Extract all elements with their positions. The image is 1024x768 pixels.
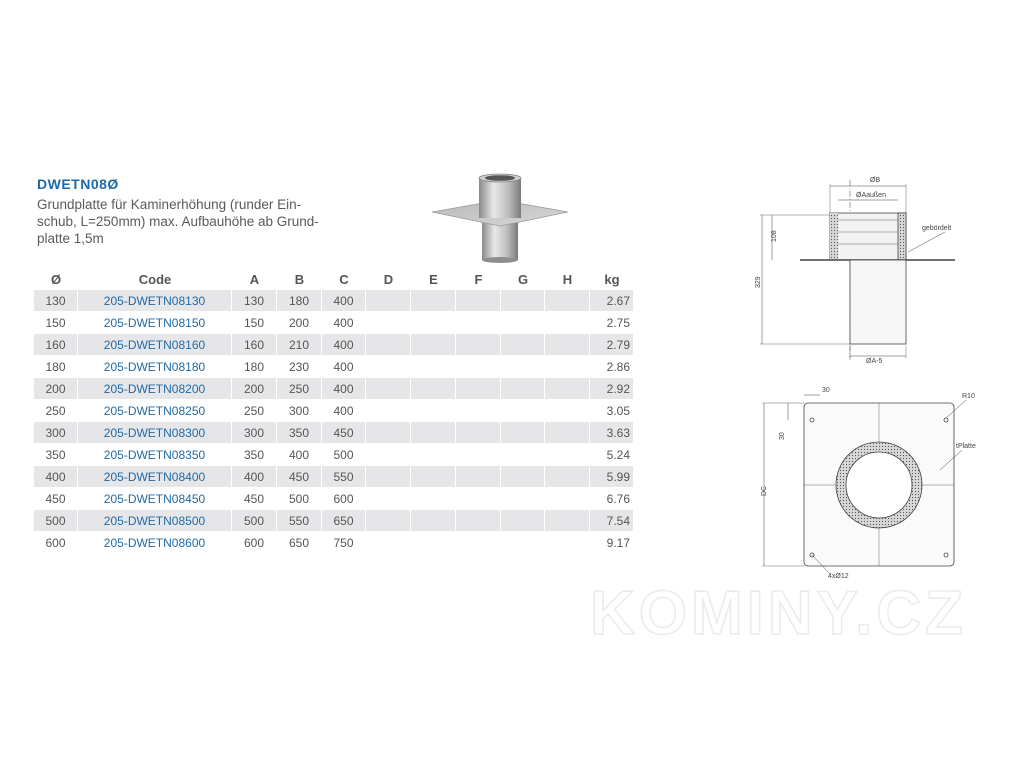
cell-kg: 7.54 xyxy=(590,510,634,532)
cell-h xyxy=(545,378,590,400)
cell-d xyxy=(366,422,411,444)
table-row xyxy=(34,378,634,400)
cell-dia: 350 xyxy=(34,444,78,466)
col-header-f: F xyxy=(474,271,483,287)
cell-g xyxy=(501,444,545,466)
cell-code: 205-DWETN08160 xyxy=(78,334,232,356)
col-header-g: G xyxy=(517,271,529,287)
spec-table xyxy=(34,268,634,554)
col-header-dia: Ø xyxy=(50,271,62,287)
label-flanged: gebördelt xyxy=(922,225,952,232)
cell-g xyxy=(501,532,545,554)
cell-f xyxy=(456,378,501,400)
cell-b: 350 xyxy=(277,422,322,444)
cell-a: 450 xyxy=(232,488,277,510)
cell-code: 205-DWETN08600 xyxy=(78,532,232,554)
label-dim-30-top: 30 xyxy=(822,387,830,394)
cell-kg: 2.86 xyxy=(590,356,634,378)
cell-e xyxy=(411,290,456,312)
cell-dia: 160 xyxy=(34,334,78,356)
cell-e xyxy=(411,510,456,532)
cell-f xyxy=(456,312,501,334)
cell-code: 205-DWETN08400 xyxy=(78,466,232,488)
table-row xyxy=(34,488,634,510)
cell-f xyxy=(456,444,501,466)
cell-c: 400 xyxy=(322,378,366,400)
product-description xyxy=(37,196,367,247)
side-view xyxy=(760,180,955,360)
cell-kg: 2.79 xyxy=(590,334,634,356)
cell-g xyxy=(501,400,545,422)
cell-code: 205-DWETN08200 xyxy=(78,378,232,400)
cell-h xyxy=(545,466,590,488)
cell-a: 130 xyxy=(232,290,277,312)
table-row xyxy=(34,444,634,466)
cell-f xyxy=(456,356,501,378)
cell-c: 400 xyxy=(322,312,366,334)
product-photo xyxy=(430,170,590,265)
cell-b: 250 xyxy=(277,378,322,400)
cell-h xyxy=(545,290,590,312)
cell-dia: 450 xyxy=(34,488,78,510)
col-header-b: B xyxy=(294,271,305,287)
label-height-329: 329 xyxy=(755,276,762,288)
cell-kg: 6.76 xyxy=(590,488,634,510)
cell-d xyxy=(366,510,411,532)
cell-b: 300 xyxy=(277,400,322,422)
label-plate: tPlatte xyxy=(956,443,976,450)
cell-code: 205-DWETN08180 xyxy=(78,356,232,378)
cell-code: 205-DWETN08130 xyxy=(78,290,232,312)
label-holes: 4xØ12 xyxy=(828,573,849,580)
cell-b: 230 xyxy=(277,356,322,378)
table-row xyxy=(34,510,634,532)
cell-b: 200 xyxy=(277,312,322,334)
cell-dia: 130 xyxy=(34,290,78,312)
cell-d xyxy=(366,378,411,400)
cell-e xyxy=(411,444,456,466)
cell-dia: 400 xyxy=(34,466,78,488)
description-line: schub, L=250mm) max. Aufbauhöhe ab Grund- xyxy=(37,214,319,229)
cell-b: 180 xyxy=(277,290,322,312)
cell-f xyxy=(456,466,501,488)
cell-a: 150 xyxy=(232,312,277,334)
cell-kg: 9.17 xyxy=(590,532,634,554)
cell-a: 300 xyxy=(232,422,277,444)
cell-d xyxy=(366,466,411,488)
label-dim-30-side: 30 xyxy=(779,432,786,440)
cell-g xyxy=(501,422,545,444)
cell-e xyxy=(411,378,456,400)
cell-g xyxy=(501,312,545,334)
cell-g xyxy=(501,356,545,378)
label-radius: R10 xyxy=(962,393,975,400)
cell-d xyxy=(366,444,411,466)
description-line: Grundplatte für Kaminerhöhung (runder Ein- xyxy=(37,197,302,212)
col-header-c: C xyxy=(339,271,349,287)
cell-a: 250 xyxy=(232,400,277,422)
label-dc: DC xyxy=(761,485,768,496)
cell-c: 450 xyxy=(322,422,366,444)
cell-f xyxy=(456,400,501,422)
cell-c: 600 xyxy=(322,488,366,510)
cell-h xyxy=(545,334,590,356)
cell-h xyxy=(545,356,590,378)
top-view xyxy=(762,395,966,574)
col-header-d: D xyxy=(383,271,394,287)
watermark-logo xyxy=(590,572,1024,652)
table-row xyxy=(34,290,634,312)
cell-dia: 200 xyxy=(34,378,78,400)
cell-code: 205-DWETN08450 xyxy=(78,488,232,510)
label-dia-a5: ØA-5 xyxy=(866,358,883,365)
cell-d xyxy=(366,532,411,554)
table-row xyxy=(34,334,634,356)
cell-d xyxy=(366,312,411,334)
product-title: DWETN08Ø xyxy=(37,176,119,192)
cell-e xyxy=(411,422,456,444)
cell-g xyxy=(501,334,545,356)
cell-kg: 5.99 xyxy=(590,466,634,488)
cell-a: 350 xyxy=(232,444,277,466)
cell-code: 205-DWETN08300 xyxy=(78,422,232,444)
cell-dia: 300 xyxy=(34,422,78,444)
cell-c: 550 xyxy=(322,466,366,488)
col-header-h: H xyxy=(562,271,573,287)
cell-a: 180 xyxy=(232,356,277,378)
cell-b: 450 xyxy=(277,466,322,488)
cell-code: 205-DWETN08150 xyxy=(78,312,232,334)
cell-dia: 150 xyxy=(34,312,78,334)
cell-f xyxy=(456,290,501,312)
cell-dia: 500 xyxy=(34,510,78,532)
table-row xyxy=(34,400,634,422)
cell-g xyxy=(501,290,545,312)
col-header-kg: kg xyxy=(604,271,620,287)
cell-f xyxy=(456,488,501,510)
watermark-text: KOMINY.CZ xyxy=(590,579,967,648)
table-row xyxy=(34,532,634,554)
cell-h xyxy=(545,422,590,444)
cell-kg: 2.92 xyxy=(590,378,634,400)
cell-f xyxy=(456,510,501,532)
cell-e xyxy=(411,466,456,488)
cell-h xyxy=(545,510,590,532)
cell-f xyxy=(456,422,501,444)
cell-c: 650 xyxy=(322,510,366,532)
cell-g xyxy=(501,466,545,488)
cell-c: 400 xyxy=(322,400,366,422)
cell-a: 600 xyxy=(232,532,277,554)
cell-code: 205-DWETN08500 xyxy=(78,510,232,532)
cell-a: 200 xyxy=(232,378,277,400)
label-dia-b: ØB xyxy=(870,177,881,184)
cell-g xyxy=(501,488,545,510)
cell-e xyxy=(411,356,456,378)
cell-b: 650 xyxy=(277,532,322,554)
cell-c: 500 xyxy=(322,444,366,466)
col-header-code: Code xyxy=(138,271,172,287)
label-dia-a-outer: ØAaußen xyxy=(856,192,886,199)
cell-b: 550 xyxy=(277,510,322,532)
cell-h xyxy=(545,532,590,554)
cell-kg: 2.75 xyxy=(590,312,634,334)
table-row xyxy=(34,466,634,488)
cell-dia: 180 xyxy=(34,356,78,378)
cell-c: 400 xyxy=(322,356,366,378)
cell-a: 500 xyxy=(232,510,277,532)
description-line: platte 1,5m xyxy=(37,231,104,246)
cell-f xyxy=(456,532,501,554)
cell-a: 400 xyxy=(232,466,277,488)
cell-c: 400 xyxy=(322,290,366,312)
cell-b: 400 xyxy=(277,444,322,466)
cell-h xyxy=(545,444,590,466)
cell-d xyxy=(366,290,411,312)
table-row xyxy=(34,312,634,334)
cell-e xyxy=(411,488,456,510)
technical-drawing xyxy=(740,160,976,580)
cell-kg: 5.24 xyxy=(590,444,634,466)
table-row xyxy=(34,356,634,378)
cell-e xyxy=(411,334,456,356)
cell-e xyxy=(411,532,456,554)
cell-h xyxy=(545,400,590,422)
label-height-108: 108 xyxy=(771,230,778,242)
cell-code: 205-DWETN08250 xyxy=(78,400,232,422)
cell-kg: 2.67 xyxy=(590,290,634,312)
cell-f xyxy=(456,334,501,356)
table-header-row xyxy=(34,268,634,290)
cell-h xyxy=(545,312,590,334)
cell-c: 750 xyxy=(322,532,366,554)
cell-h xyxy=(545,488,590,510)
cell-kg: 3.63 xyxy=(590,422,634,444)
cell-d xyxy=(366,334,411,356)
table-row xyxy=(34,422,634,444)
cell-d xyxy=(366,488,411,510)
cell-code: 205-DWETN08350 xyxy=(78,444,232,466)
cell-g xyxy=(501,378,545,400)
cell-g xyxy=(501,510,545,532)
cell-b: 500 xyxy=(277,488,322,510)
col-header-a: A xyxy=(249,271,260,287)
cell-dia: 250 xyxy=(34,400,78,422)
cell-kg: 3.05 xyxy=(590,400,634,422)
cell-d xyxy=(366,356,411,378)
cell-e xyxy=(411,312,456,334)
cell-c: 400 xyxy=(322,334,366,356)
cell-a: 160 xyxy=(232,334,277,356)
cell-e xyxy=(411,400,456,422)
cell-dia: 600 xyxy=(34,532,78,554)
cell-d xyxy=(366,400,411,422)
col-header-e: E xyxy=(429,271,438,287)
cell-b: 210 xyxy=(277,334,322,356)
